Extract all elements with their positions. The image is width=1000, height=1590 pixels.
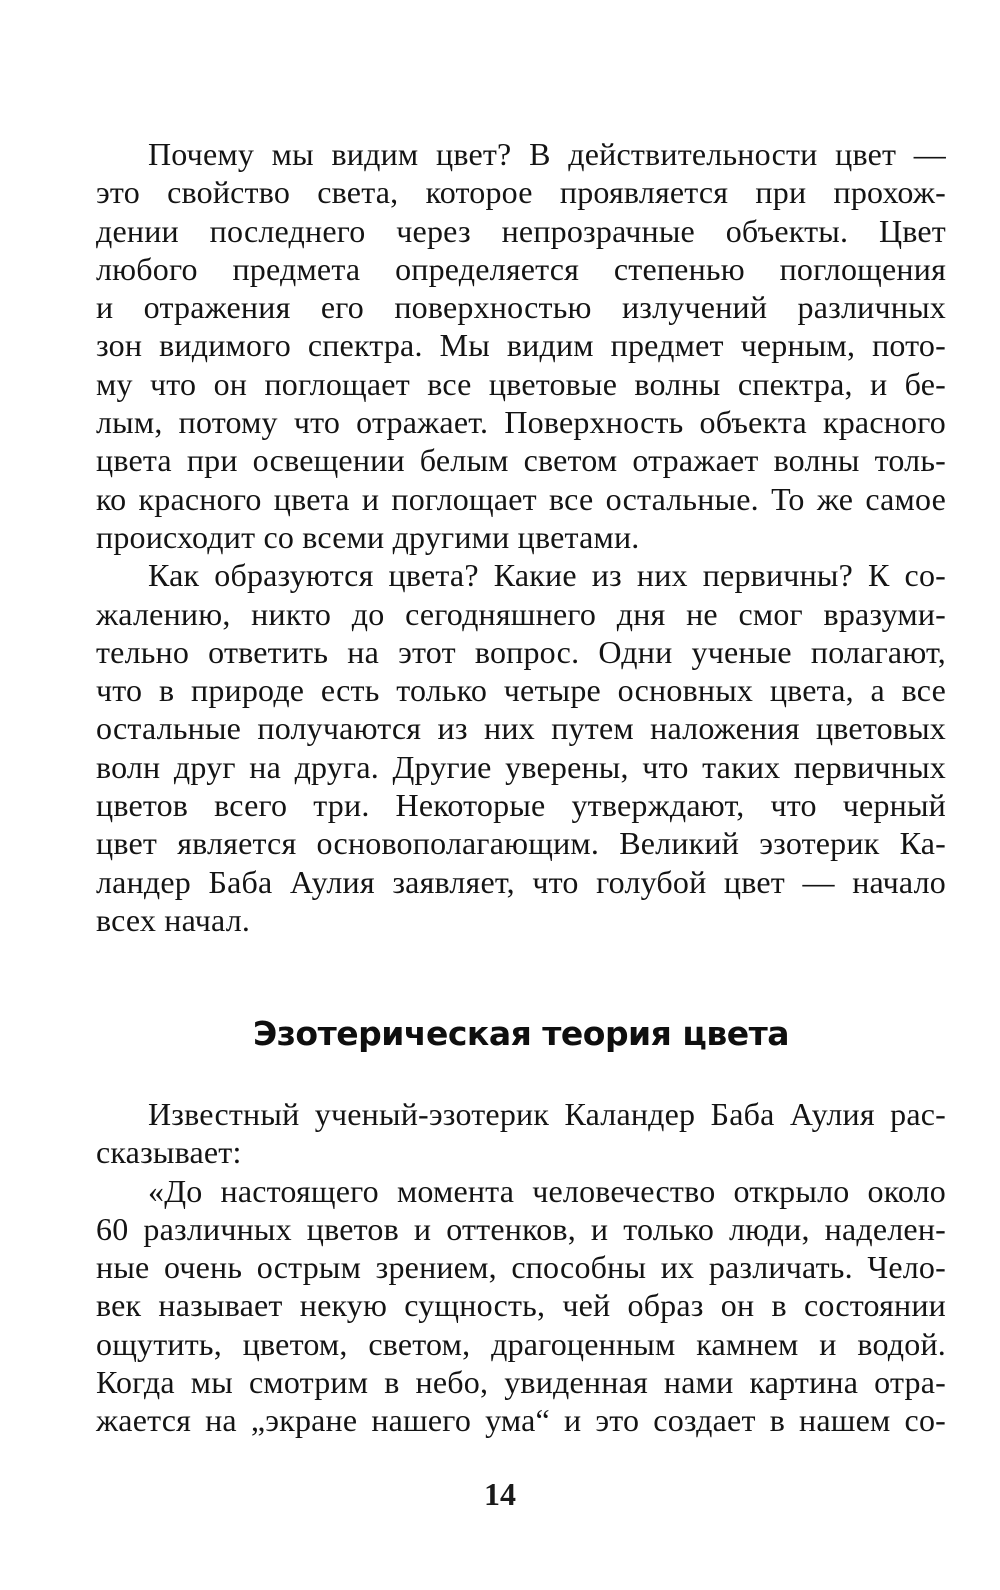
text-line: остальные получаются из них путем наложения цветовых xyxy=(96,710,946,747)
text-line: дении последнего через непрозрачные объекты. Цвет xyxy=(96,212,946,249)
paragraph-4 xyxy=(96,1172,946,1440)
text-line: ощутить, цветом, светом, драгоценным камнем и водой. xyxy=(96,1325,946,1362)
text-line: ко красного цвета и поглощает все остальные. То же самое xyxy=(96,480,946,517)
text-line: цветов всего три. Некоторые утверждают, что черный xyxy=(96,787,946,824)
paragraph-1 xyxy=(96,135,946,556)
section-heading: Эзотерическая теория цвета xyxy=(253,1014,789,1053)
text-line: любого предмета определяется степенью поглощения xyxy=(96,250,946,287)
text-line: век называет некую сущность, чей образ он в состоянии xyxy=(96,1287,946,1324)
text-line: Известный ученый-эзотерик Каландер Баба Аулия рас- xyxy=(148,1096,946,1132)
text-line: тельно ответить на этот вопрос. Одни ученые полагают, xyxy=(96,633,946,670)
text-line: Почему мы видим цвет? В действительности цвет — xyxy=(148,136,946,172)
text-line: это свойство света, которое проявляется при прохож- xyxy=(96,174,946,211)
paragraph-2 xyxy=(96,556,946,939)
page-number: 14 xyxy=(484,1476,516,1512)
body-text-top xyxy=(96,135,946,939)
text-line: цвета при освещении белым светом отражает волны толь- xyxy=(96,442,946,479)
paragraph-3 xyxy=(96,1095,946,1172)
text-line: жалению, никто до сегодняшнего дня не смог вразуми- xyxy=(96,595,946,632)
body-text-bottom xyxy=(96,1095,946,1440)
text-line: Когда мы смотрим в небо, увиденная нами картина отра- xyxy=(96,1364,946,1401)
text-line: волн друг на друга. Другие уверены, что таких первичных xyxy=(96,748,946,785)
text-line: цвет является основополагающим. Великий эзотерик Ка- xyxy=(96,825,946,862)
text-line: му что он поглощает все цветовые волны спектра, и бе- xyxy=(96,365,946,402)
text-line: сказывает: xyxy=(96,1134,242,1171)
text-line: Как образуются цвета? Какие из них первичны? К со- xyxy=(148,557,946,594)
text-line: «До настоящего момента человечество открыло около xyxy=(148,1172,946,1209)
text-line: и отражения его поверхностью излучений различных xyxy=(96,289,946,326)
text-line: ландер Баба Аулия заявляет, что голубой цвет — начало xyxy=(96,863,946,900)
text-line: ные очень острым зрением, способны их различать. Чело- xyxy=(96,1249,946,1286)
text-line: лым, потому что отражает. Поверхность объекта красного xyxy=(96,404,946,441)
text-line: зон видимого спектра. Мы видим предмет черным, пото- xyxy=(96,327,946,364)
text-line: жается на „экране нашего ума“ и это создает в нашем со- xyxy=(96,1402,946,1439)
text-line: происходит со всеми другими цветами. xyxy=(96,518,640,555)
text-line: всех начал. xyxy=(96,901,251,938)
text-line: 60 различных цветов и оттенков, и только люди, наделен- xyxy=(96,1210,946,1247)
text-line: что в природе есть только четыре основных цвета, а все xyxy=(96,672,946,709)
